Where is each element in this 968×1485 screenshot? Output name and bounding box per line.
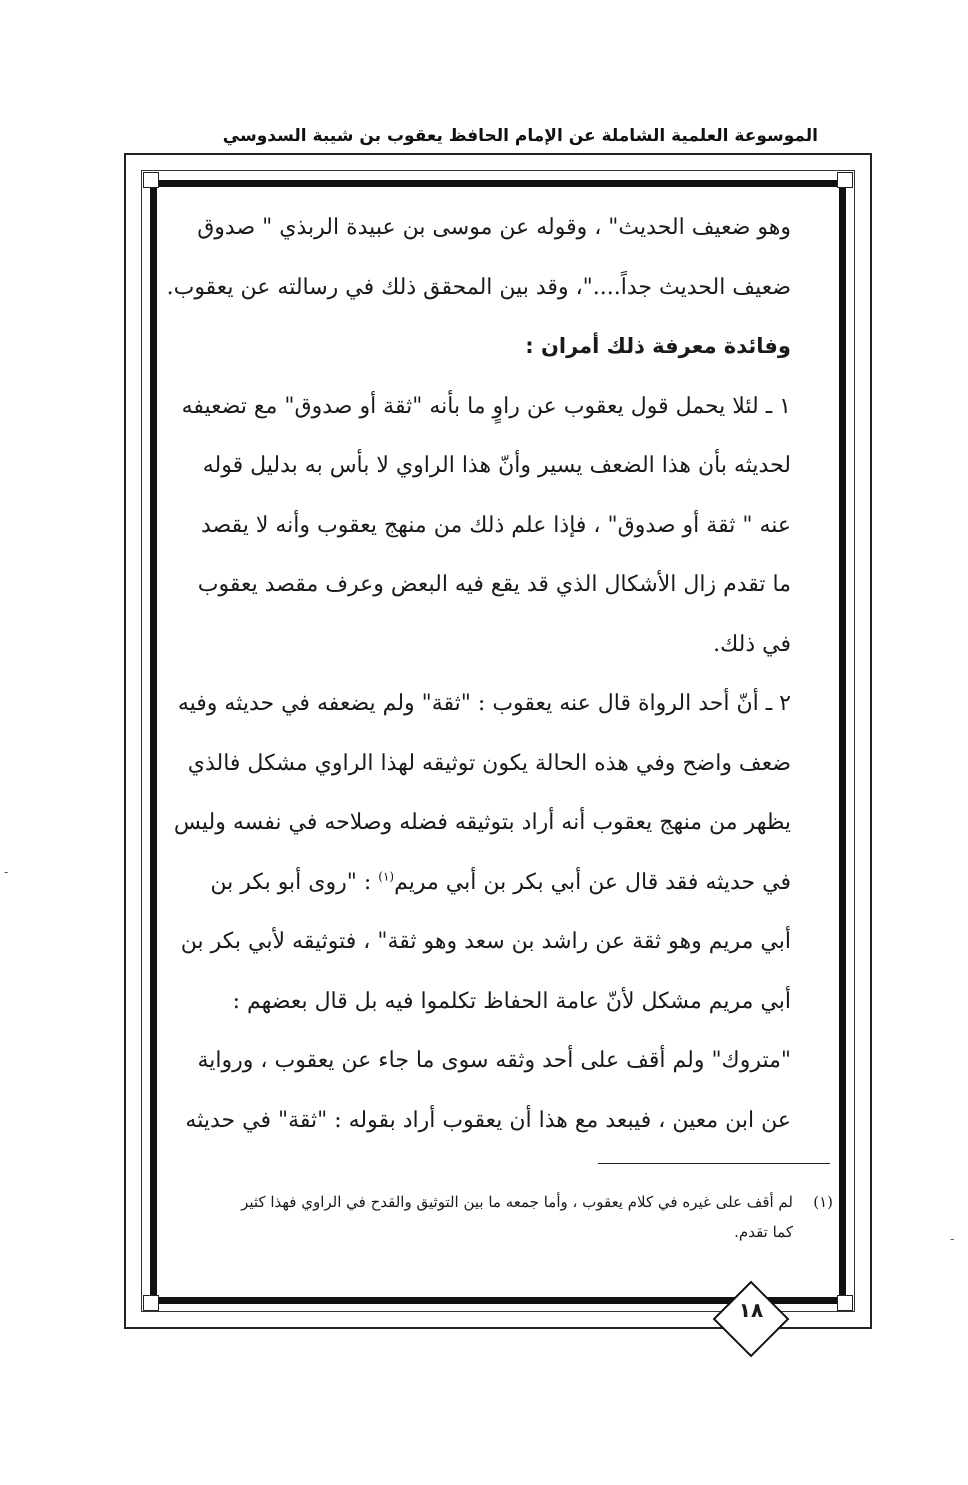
footnote-line: كما تقدم. (734, 1223, 793, 1241)
text-segment: : "روى أبو بكر بن (210, 869, 379, 895)
footnote-text: لم أقف على غيره في كلام يعقوب ، وأما جمعه ما بين التوثيق والقدح في الراوي فهذا كثير (241, 1193, 793, 1211)
corner-ornament-top-right (837, 172, 853, 188)
numbered-line: ٢ ـ أنّ أحد الرواة قال عنه يعقوب : "ثقة" ولم يضعفه في حديثه وفيه (177, 691, 791, 716)
text-line: وهو ضعيف الحديث" ، وقوله عن موسى بن عبيدة الربذي " صدوق (197, 215, 791, 240)
running-header: الموسوعة العلمية الشاملة عن الإمام الحافظ يعقوب بن شيبة السدوسي (222, 126, 818, 146)
footnote (163, 1187, 833, 1247)
text-line: ما تقدم زال الأشكال الذي قد يقع فيه البعض وعرف مقصد يعقوب (197, 572, 791, 597)
text-line: يظهر من منهج يعقوب أنه أراد بتوثيقه فضله وصلاحه في نفسه وليس (173, 810, 791, 835)
text-line-with-footnote-ref (163, 853, 791, 913)
text-line: أبي مريم مشكل لأنّ عامة الحفاظ تكلموا فيه بل قال بعضهم : (232, 988, 791, 1014)
corner-ornament-top-left (143, 172, 159, 188)
page-number: ١٨ (738, 1298, 764, 1322)
text-line: ضعف واضح وفي هذه الحالة يكون توثيقه لهذا الراوي مشكل فالذي (187, 750, 791, 776)
footnote-separator (598, 1163, 830, 1164)
stray-mark: - (950, 1232, 955, 1246)
text-line: في ذلك. (713, 631, 791, 657)
footnote-number: (١) (813, 1193, 833, 1211)
text-line: ضعيف الحديث جداً...."، وقد بين المحقق ذلك في رسالته عن يعقوب. (166, 274, 791, 300)
footnote-reference[interactable]: (١) (378, 869, 395, 884)
text-line: لحديثه بأن هذا الضعف يسير وأنّ هذا الراوي لا بأس به بدليل قوله (202, 453, 791, 478)
numbered-line: ١ ـ لئلا يحمل قول يعقوب عن راوٍ ما بأنه "ثقة أو صدوق" مع تضعيفه (181, 393, 791, 419)
section-heading: وفائدة معرفة ذلك أمران : (525, 334, 791, 358)
text-line: عنه " ثقة أو صدوق" ، فإذا علم ذلك من منهج يعقوب وأنه لا يقصد (200, 512, 791, 538)
main-text (163, 198, 791, 1150)
corner-ornament-bottom-left (143, 1295, 159, 1311)
text-line: "متروك" ولم أقف على أحد وثقه سوى ما جاء عن يعقوب ، ورواية (197, 1048, 791, 1073)
corner-ornament-bottom-right (837, 1295, 853, 1311)
text-segment: في حديثه فقد قال عن أبي بكر بن أبي مريم (394, 869, 791, 895)
text-line: عن ابن معين ، فيبعد مع هذا أن يعقوب أراد بقوله : "ثقة" في حديثه (185, 1107, 791, 1133)
footnote-line (163, 1187, 833, 1217)
text-line: أبي مريم وهو ثقة عن راشد بن سعد وهو ثقة" ، فتوثيقه لأبي بكر بن (180, 929, 791, 954)
stray-mark: - (4, 865, 9, 879)
